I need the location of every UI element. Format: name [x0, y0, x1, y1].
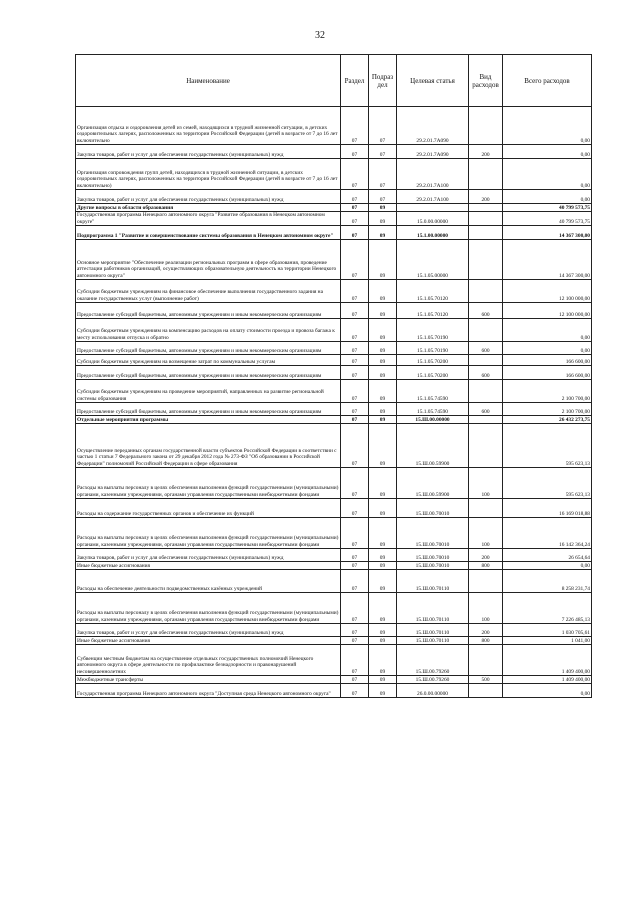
row-kind: [469, 645, 503, 676]
row-name: Предоставление субсидий бюджетным, автономным учреждениям и иным некоммерческим организациям: [76, 366, 341, 380]
expenditure-table: [75, 54, 592, 698]
row-subsection: 09: [369, 355, 397, 366]
table-row: [76, 240, 592, 280]
row-name: Расходы на выплаты персоналу в целях обеспечения выполнения функций государственными (муниципальными) органами, казенными учреждениями, органами управления государственными внебюджетными фондами: [76, 468, 341, 499]
row-kind: 200: [469, 624, 503, 637]
row-total: 40 799 573,75: [503, 204, 592, 212]
row-name: Расходы на выплаты персоналу в целях обеспечения выполнения функций государственными (муниципальными) органами, казенными учреждениями, органами управления государственными внебюджетными фондами: [76, 593, 341, 624]
row-total: 166 600,00: [503, 355, 592, 366]
row-target: 29.2.01.7А090: [397, 107, 469, 145]
row-name: Государственная программа Ненецкого автономного округа "Доступная среда Ненецкого автономного округа": [76, 684, 341, 698]
row-kind: [469, 280, 503, 303]
row-total: 40 799 573,75: [503, 212, 592, 226]
row-subsection: 09: [369, 570, 397, 593]
table-body: [76, 107, 592, 698]
row-kind: [469, 159, 503, 190]
row-kind: [469, 416, 503, 424]
row-name: Расходы на выплаты персоналу в целях обеспечения выполнения функций государственными (муниципальными) органами, казенными учреждениями, органами управления государственными внебюджетными фондами: [76, 518, 341, 549]
row-section: 07: [341, 549, 369, 562]
row-kind: 200: [469, 190, 503, 204]
row-target: 29.2.01.7А090: [397, 145, 469, 159]
table-row: [76, 342, 592, 355]
row-subsection: 09: [369, 226, 397, 240]
table-row: [76, 549, 592, 562]
row-kind: [469, 212, 503, 226]
row-name: Межбюджетные трансферты: [76, 676, 341, 684]
row-section: 07: [341, 562, 369, 570]
row-kind: [469, 424, 503, 468]
row-target: 15.Ш.00.79260: [397, 676, 469, 684]
row-target: 15.Ш.00.70110: [397, 624, 469, 637]
table-row: [76, 416, 592, 424]
row-target: 15.1.05.70190: [397, 319, 469, 342]
row-target: [397, 204, 469, 212]
row-subsection: 07: [369, 159, 397, 190]
row-kind: 600: [469, 403, 503, 416]
row-section: 07: [341, 107, 369, 145]
row-subsection: 09: [369, 424, 397, 468]
row-name: Организация сопровождения групп детей, находящихся в трудной жизненной ситуации, в детских оздоровительных лагерях, расположенных на территории Российской Федерации (детей в возрасте от 7 до 16 лет включительно): [76, 159, 341, 190]
row-kind: 200: [469, 145, 503, 159]
row-section: 07: [341, 416, 369, 424]
table-row: [76, 380, 592, 403]
row-section: 07: [341, 303, 369, 319]
row-subsection: 09: [369, 366, 397, 380]
row-kind: [469, 240, 503, 280]
row-target: 15.1.05.74590: [397, 380, 469, 403]
row-total: 1 409 400,00: [503, 645, 592, 676]
row-target: 15.1.05.74590: [397, 403, 469, 416]
row-kind: [469, 226, 503, 240]
row-target: 15.1.05.70200: [397, 355, 469, 366]
table-row: [76, 212, 592, 226]
row-total: 1 409 400,00: [503, 676, 592, 684]
table-row: [76, 366, 592, 380]
table-row: [76, 403, 592, 416]
row-kind: 100: [469, 468, 503, 499]
table-row: [76, 624, 592, 637]
row-section: 07: [341, 468, 369, 499]
row-total: 8 258 231,74: [503, 570, 592, 593]
row-kind: [469, 355, 503, 366]
table-row: [76, 145, 592, 159]
row-kind: 600: [469, 303, 503, 319]
header-subsection: Подраз дел: [369, 55, 397, 107]
row-target: 15.1.05.70190: [397, 342, 469, 355]
row-section: 07: [341, 637, 369, 645]
row-target: 15.Ш.00.79260: [397, 645, 469, 676]
row-total: 595 623,13: [503, 424, 592, 468]
row-section: 07: [341, 190, 369, 204]
row-subsection: 07: [369, 145, 397, 159]
table-row: [76, 562, 592, 570]
row-section: 07: [341, 226, 369, 240]
row-total: 0,00: [503, 107, 592, 145]
row-subsection: 09: [369, 645, 397, 676]
row-section: 07: [341, 676, 369, 684]
row-subsection: 09: [369, 499, 397, 518]
table-row: [76, 190, 592, 204]
row-name: Организация отдыха и оздоровления детей из семей, находящихся в трудной жизненной ситуации, в детских оздоровительных лагерях, расположенных на территории Российской Федерации (детей в возрасте от 7 до 16 лет включительно: [76, 107, 341, 145]
row-total: 0,00: [503, 342, 592, 355]
row-target: 15.Ш.00.70010: [397, 549, 469, 562]
table-row: [76, 570, 592, 593]
row-subsection: 07: [369, 190, 397, 204]
row-section: 07: [341, 684, 369, 698]
row-name: Субсидии бюджетным учреждениям на возмещение затрат по коммунальным услугам: [76, 355, 341, 366]
table-row: [76, 303, 592, 319]
row-kind: 600: [469, 366, 503, 380]
row-name: Основное мероприятие "Обеспечение реализации региональных программ в сфере образования, проведение аттестации работников организаций, осуществляющих образовательную деятельность на территории Ненецкого автономного округа": [76, 240, 341, 280]
row-target: 15.1.05.70200: [397, 366, 469, 380]
table-row: [76, 226, 592, 240]
row-subsection: 09: [369, 468, 397, 499]
row-kind: 100: [469, 593, 503, 624]
row-target: 26.0.00.00000: [397, 684, 469, 698]
row-target: 15.1.00.00000: [397, 226, 469, 240]
page-number: 32: [315, 30, 325, 41]
table-row: [76, 280, 592, 303]
header-name: Наименование: [76, 55, 341, 107]
row-subsection: 09: [369, 319, 397, 342]
row-section: 07: [341, 212, 369, 226]
row-total: 26 654,64: [503, 549, 592, 562]
row-subsection: 09: [369, 684, 397, 698]
row-total: 1 041,00: [503, 637, 592, 645]
row-total: 0,00: [503, 684, 592, 698]
table-row: [76, 204, 592, 212]
row-target: 15.1.05.70120: [397, 303, 469, 319]
row-section: 07: [341, 403, 369, 416]
table-row: [76, 319, 592, 342]
header-target: Целевая статья: [397, 55, 469, 107]
row-total: 7 226 485,13: [503, 593, 592, 624]
header-kind: Вид расходов: [469, 55, 503, 107]
table-row: [76, 637, 592, 645]
row-name: Субсидии бюджетным учреждениям на компенсацию расходов на оплату стоимости проезда и провоза багажа к месту использования отпуска и обратно: [76, 319, 341, 342]
row-target: 15.1.05.00000: [397, 240, 469, 280]
row-section: 07: [341, 319, 369, 342]
row-total: 166 600,00: [503, 366, 592, 380]
row-target: 15.Ш.00.59900: [397, 424, 469, 468]
row-section: 07: [341, 645, 369, 676]
row-total: 14 367 300,00: [503, 226, 592, 240]
row-name: Иные бюджетные ассигнования: [76, 562, 341, 570]
row-section: 07: [341, 280, 369, 303]
row-subsection: 09: [369, 240, 397, 280]
header-total: Всего расходов: [503, 55, 592, 107]
row-section: 07: [341, 240, 369, 280]
row-name: Отдельные мероприятия программы: [76, 416, 341, 424]
row-target: 15.Ш.00.70010: [397, 518, 469, 549]
row-section: 07: [341, 593, 369, 624]
row-total: 1 030 705,61: [503, 624, 592, 637]
row-target: 15.0.00.00000: [397, 212, 469, 226]
table-row: [76, 593, 592, 624]
row-target: 29.2.01.7А100: [397, 159, 469, 190]
row-subsection: 09: [369, 280, 397, 303]
row-kind: 100: [469, 518, 503, 549]
row-total: 2 100 700,00: [503, 380, 592, 403]
row-subsection: 09: [369, 637, 397, 645]
row-kind: [469, 107, 503, 145]
row-subsection: 09: [369, 518, 397, 549]
row-kind: [469, 380, 503, 403]
row-kind: [469, 570, 503, 593]
row-total: 595 623,13: [503, 468, 592, 499]
row-total: 0,00: [503, 319, 592, 342]
row-kind: [469, 499, 503, 518]
row-kind: 800: [469, 637, 503, 645]
row-total: 0,00: [503, 159, 592, 190]
row-subsection: 07: [369, 107, 397, 145]
table-row: [76, 676, 592, 684]
row-total: 0,00: [503, 190, 592, 204]
row-section: 07: [341, 342, 369, 355]
row-subsection: 09: [369, 380, 397, 403]
row-name: Государственная программа Ненецкого автономного округа "Развитие образования в Ненецком автономном округе": [76, 212, 341, 226]
row-name: Субсидии бюджетным учреждениям на финансовое обеспечение выполнения государственного задания на оказание государственных услуг (выполнение работ): [76, 280, 341, 303]
table-row: [76, 355, 592, 366]
row-section: 07: [341, 624, 369, 637]
row-name: Предоставление субсидий бюджетным, автономным учреждениям и иным некоммерческим организациям: [76, 403, 341, 416]
row-target: 15.Ш.00.70110: [397, 593, 469, 624]
row-target: 15.Ш.00.70010: [397, 562, 469, 570]
row-target: 15.Ш.00.70010: [397, 499, 469, 518]
row-subsection: 09: [369, 549, 397, 562]
row-subsection: 09: [369, 562, 397, 570]
row-name: Предоставление субсидий бюджетным, автономным учреждениям и иным некоммерческим организациям: [76, 303, 341, 319]
row-section: 07: [341, 424, 369, 468]
row-name: Расходы на содержание государственных органов и обеспечение их функций: [76, 499, 341, 518]
table-header-row: [76, 55, 592, 107]
table-row: [76, 468, 592, 499]
row-target: 29.2.01.7А100: [397, 190, 469, 204]
row-name: Закупка товаров, работ и услуг для обеспечения государственных (муниципальных) нужд: [76, 190, 341, 204]
row-section: 07: [341, 204, 369, 212]
row-subsection: 09: [369, 416, 397, 424]
row-total: 2 100 700,00: [503, 403, 592, 416]
table-row: [76, 499, 592, 518]
row-name: Осуществление переданных органам государственной власти субъектов Российской Федерации в соответствии с частью 1 статьи 7 Федерального закона от 29 декабря 2012 года № 273-ФЗ "Об образовании в Российской Федерации" полномочий Российской Федерации в сфере образования: [76, 424, 341, 468]
row-kind: [469, 204, 503, 212]
row-subsection: 09: [369, 342, 397, 355]
row-name: Закупка товаров, работ и услуг для обеспечения государственных (муниципальных) нужд: [76, 145, 341, 159]
row-total: 14 367 300,00: [503, 240, 592, 280]
row-name: Закупка товаров, работ и услуг для обеспечения государственных (муниципальных) нужд: [76, 624, 341, 637]
row-subsection: 09: [369, 624, 397, 637]
row-subsection: 09: [369, 403, 397, 416]
row-total: 16 169 018,88: [503, 499, 592, 518]
row-name: Закупка товаров, работ и услуг для обеспечения государственных (муниципальных) нужд: [76, 549, 341, 562]
row-section: 07: [341, 570, 369, 593]
row-name: Субвенции местным бюджетам на осуществление отдельных государственных полномочий Ненецкого автономного округа в сфере деятельности по профилактике безнадзорности и правонарушений несовершеннолетних: [76, 645, 341, 676]
table-row: [76, 518, 592, 549]
table-row: [76, 159, 592, 190]
row-section: 07: [341, 499, 369, 518]
row-name: Субсидии бюджетным учреждениям на проведение мероприятий, направленных на развитие региональной системы образования: [76, 380, 341, 403]
row-subsection: 09: [369, 204, 397, 212]
row-subsection: 09: [369, 303, 397, 319]
row-subsection: 09: [369, 676, 397, 684]
row-total: 0,00: [503, 145, 592, 159]
row-section: 07: [341, 159, 369, 190]
row-total: 12 100 000,00: [503, 303, 592, 319]
table-row: [76, 424, 592, 468]
row-target: 15.Ш.00.59900: [397, 468, 469, 499]
row-name: Иные бюджетные ассигнования: [76, 637, 341, 645]
row-name: Подпрограмма 1 "Развитие и совершенствование системы образования в Ненецком автономном округе": [76, 226, 341, 240]
row-name: Предоставление субсидий бюджетным, автономным учреждениям и иным некоммерческим организациям: [76, 342, 341, 355]
table-row: [76, 645, 592, 676]
row-kind: 800: [469, 562, 503, 570]
row-kind: 600: [469, 342, 503, 355]
row-name: Другие вопросы в области образования: [76, 204, 341, 212]
table-row: [76, 107, 592, 145]
row-kind: 500: [469, 676, 503, 684]
row-total: 0,00: [503, 562, 592, 570]
row-total: 16 142 364,24: [503, 518, 592, 549]
row-section: 07: [341, 355, 369, 366]
row-target: 15.Ш.00.70110: [397, 637, 469, 645]
row-target: 15.1.05.70120: [397, 280, 469, 303]
row-kind: 200: [469, 549, 503, 562]
row-name: Расходы на обеспечение деятельности подведомственных казённых учреждений: [76, 570, 341, 593]
row-section: 07: [341, 518, 369, 549]
row-kind: [469, 684, 503, 698]
row-total: 26 432 273,75: [503, 416, 592, 424]
header-section: Раздел: [341, 55, 369, 107]
row-target: 15.Ш.00.00000: [397, 416, 469, 424]
row-section: 07: [341, 380, 369, 403]
row-subsection: 09: [369, 212, 397, 226]
row-kind: [469, 319, 503, 342]
row-subsection: 09: [369, 593, 397, 624]
row-section: 07: [341, 145, 369, 159]
row-target: 15.Ш.00.70110: [397, 570, 469, 593]
row-total: 12 100 000,00: [503, 280, 592, 303]
table-row: [76, 684, 592, 698]
row-section: 07: [341, 366, 369, 380]
